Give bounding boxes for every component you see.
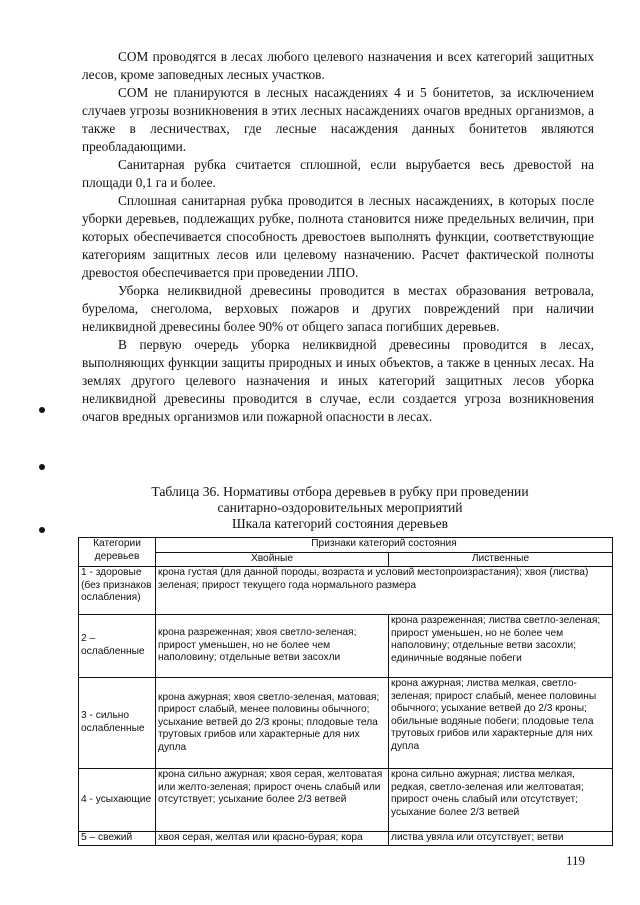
table-caption-subtitle: санитарно-оздоровительных мероприятий [217, 500, 463, 515]
conifers-cell: хвоя серая, желтая или красно-бурая; кора [156, 832, 389, 846]
paragraph-illiquid-wood: Уборка неликвидной древесины проводится в местах образования ветровала, бурелома, снеголома, верховых пожаров и других повреждений при наличии неликвидной древесины более 90% от общего запаса погибших деревьев. [82, 283, 594, 334]
paragraph-priority: В первую очередь уборка неликвидной древесины проводится в лесах, выполняющих функции защиты природных и иных объектов, а также в ценных лесах. На землях другого целевого назначения и иных категорий защитных лесов уборка неликвидной древесины проводится в случае, если создается угроза возникновения очагов вредных организмов или пожарной опасности в лесах. [82, 337, 594, 424]
deciduous-cell: крона разреженная; листва светло-зеленая; прирост уменьшен, но не более чем наполовину; отдельные ветви засохли; единичные водяные побеги [389, 615, 613, 678]
header-deciduous: Лиственные [389, 553, 613, 567]
category-cell: 4 - усыхающие [79, 769, 156, 832]
body-text [82, 48, 594, 426]
table-row [79, 769, 613, 832]
table-row [79, 832, 613, 846]
signs-cell-merged: крона густая (для данной породы, возраста и условий местопроизрастания); хвоя (листва) зеленая; прирост текущего года нормального размера [156, 567, 613, 615]
margin-dot [39, 464, 45, 470]
paragraph-sanitary-cut: Санитарная рубка считается сплошной, если вырубается весь древостой на площади 0,1 га и более. [82, 157, 594, 190]
paragraph-clear-cut: Сплошная санитарная рубка проводится в лесных насаждениях, в которых после уборки деревьев, подлежащих рубке, полнота становится ниже предельных величин, при которых обеспечивается способность древостоев выполнять функции, соответствующие категориям защитных лесов или целевому назначению. Расчет фактической полноты древостоя обеспечивается при проведении ЛПО. [82, 193, 594, 280]
margin-dot [39, 527, 45, 533]
category-cell: 1 - здоровые (без признаков ослабления) [79, 567, 156, 615]
category-cell: 3 - сильно ослабленные [79, 678, 156, 769]
category-cell: 5 – свежий [79, 832, 156, 846]
tree-condition-table [78, 537, 613, 846]
table-caption-title: Таблица 36. Нормативы отбора деревьев в рубку при проведении [151, 484, 529, 499]
conifers-cell: крона разреженная; хвоя светло-зеленая; прирост уменьшен, но не более чем наполовину; отдельные ветви засохли [156, 615, 389, 678]
conifers-cell: крона сильно ажурная; хвоя серая, желтоватая или желто-зеленая; прирост очень слабый или отсутствует; усыхание более 2/3 ветвей [156, 769, 389, 832]
deciduous-cell: листва увяла или отсутствует; ветви [389, 832, 613, 846]
deciduous-cell: крона ажурная; листва мелкая, светло-зеленая; прирост слабый, менее половины обычного; усыхание ветвей до 2/3 кроны; обильные водяные побеги; плодовые тела трутовых грибов или характерные для них дупла [389, 678, 613, 769]
header-categories: Категории деревьев [79, 538, 156, 567]
paragraph-som-bonitet: СОМ не планируются в лесных насаждениях 4 и 5 бонитетов, за исключением случаев угрозы возникновения в этих лесных насаждениях очагов вредных организмов, а также в лесничествах, где лесные насаждения данных бонитетов являются преобладающими. [82, 85, 594, 154]
header-signs: Признаки категорий состояния [156, 538, 613, 553]
table-row [79, 678, 613, 769]
table-row [79, 567, 613, 615]
margin-dot [39, 407, 45, 413]
category-cell: 2 – ослабленные [79, 615, 156, 678]
table-row [79, 615, 613, 678]
table-caption-scale: Шкала категорий состояния деревьев [231, 516, 449, 531]
deciduous-cell: крона сильно ажурная; листва мелкая, редкая, светло-зеленая или желтоватая; прирост очень слабый или отсутствует; усыхание более 2/3 ветвей [389, 769, 613, 832]
paragraph-som-scope: СОМ проводятся в лесах любого целевого назначения и всех категорий защитных лесов, кроме заповедных лесных участков. [82, 49, 594, 82]
page-number: 119 [566, 853, 586, 868]
header-conifers: Хвойные [156, 553, 389, 567]
conifers-cell: крона ажурная; хвоя светло-зеленая, матовая; прирост слабый, менее половины обычного; усыхание ветвей до 2/3 кроны; плодовые тела трутовых грибов или характерные для них дупла [156, 678, 389, 769]
